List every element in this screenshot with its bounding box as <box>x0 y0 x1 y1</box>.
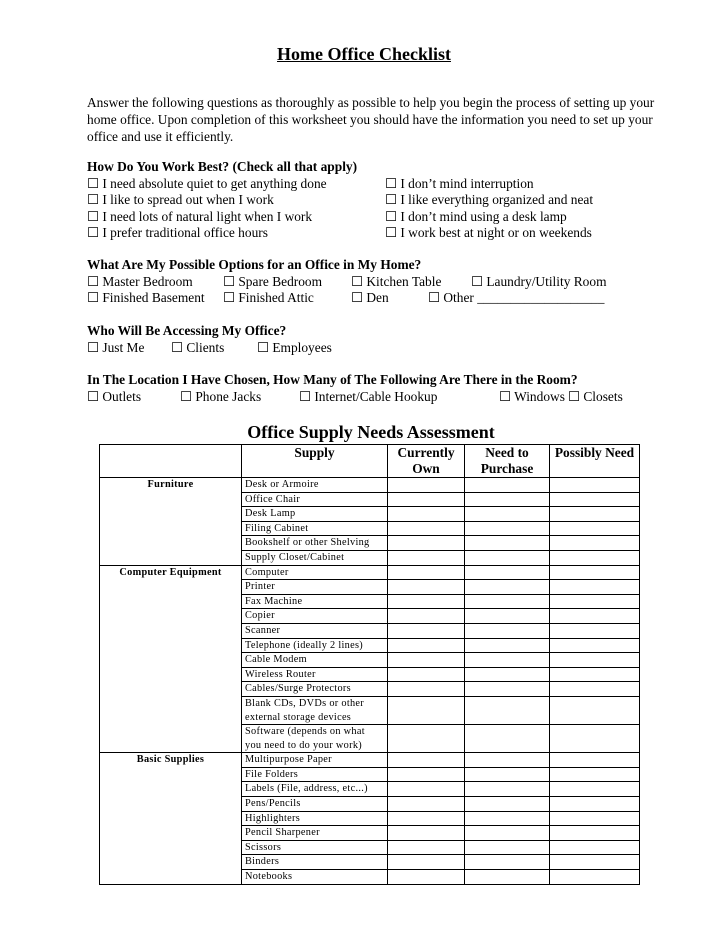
need-to-purchase-cell[interactable] <box>465 478 550 493</box>
possibly-need-cell[interactable] <box>550 609 640 624</box>
supply-item: Office Chair <box>242 492 388 507</box>
currently-own-cell[interactable] <box>388 782 465 797</box>
supply-item: Highlighters <box>242 811 388 826</box>
possibly-need-cell[interactable] <box>550 638 640 653</box>
need-to-purchase-cell[interactable] <box>465 725 550 753</box>
need-to-purchase-cell[interactable] <box>465 653 550 668</box>
currently-own-cell[interactable] <box>388 638 465 653</box>
category-label: Computer Equipment <box>100 565 242 580</box>
supply-item: Telephone (ideally 2 lines) <box>242 638 388 653</box>
currently-own-cell[interactable] <box>388 536 465 551</box>
table-row <box>100 609 640 624</box>
possibly-need-cell[interactable] <box>550 536 640 551</box>
possibly-need-cell[interactable] <box>550 550 640 565</box>
possibly-need-cell[interactable] <box>550 667 640 682</box>
work-option[interactable]: ☐ I like everything organized and neat <box>385 192 594 207</box>
currently-own-cell[interactable] <box>388 594 465 609</box>
category-cell <box>100 638 242 653</box>
office-option[interactable]: ☐ Kitchen Table <box>351 273 442 289</box>
category-cell <box>100 855 242 870</box>
currently-own-cell[interactable] <box>388 811 465 826</box>
access-section <box>87 323 332 356</box>
location-heading: In The Location I Have Chosen, How Many of The Following Are There in the Room? <box>87 372 578 387</box>
table-row <box>100 580 640 595</box>
supply-item: Scanner <box>242 623 388 638</box>
possibly-need-cell[interactable] <box>550 653 640 668</box>
table-row <box>100 682 640 697</box>
supply-item: Computer <box>242 565 388 580</box>
access-option[interactable]: ☐ Employees <box>257 339 332 355</box>
possibly-need-cell[interactable] <box>550 507 640 522</box>
location-section <box>87 372 623 405</box>
possibly-need-cell[interactable] <box>550 492 640 507</box>
table-row <box>100 696 640 724</box>
work-option[interactable]: ☐ I need absolute quiet to get anything done <box>87 175 327 191</box>
table-row <box>100 565 640 580</box>
work-option[interactable]: ☐ I prefer traditional office hours <box>87 225 268 240</box>
category-cell <box>100 725 242 753</box>
currently-own-cell[interactable] <box>388 609 465 624</box>
office-options-section <box>87 257 607 307</box>
access-heading: Who Will Be Accessing My Office? <box>87 323 287 338</box>
table-row <box>100 753 640 768</box>
supply-item: Desk Lamp <box>242 507 388 522</box>
location-option[interactable]: ☐ Internet/Cable Hookup <box>299 388 438 404</box>
office-option[interactable]: ☐ Master Bedroom <box>87 273 193 289</box>
location-option[interactable]: ☐ Outlets <box>87 388 142 404</box>
work-option[interactable]: ☐ I work best at night or on weekends <box>385 225 592 240</box>
currently-own-cell[interactable] <box>388 653 465 668</box>
category-cell <box>100 507 242 522</box>
work-option[interactable]: ☐ I don’t mind interruption <box>385 175 534 191</box>
office-option[interactable]: ☐ Finished Basement <box>87 290 205 305</box>
category-cell <box>100 826 242 841</box>
table-row <box>100 623 640 638</box>
table-row <box>100 667 640 682</box>
category-cell <box>100 521 242 536</box>
work-style-heading: How Do You Work Best? (Check all that apply) <box>87 159 358 174</box>
category-cell <box>100 609 242 624</box>
need-to-purchase-cell[interactable] <box>465 594 550 609</box>
header-cell: Possibly Need <box>550 445 640 478</box>
supply-item: Printer <box>242 580 388 595</box>
supply-item: Cables/Surge Protectors <box>242 682 388 697</box>
category-cell <box>100 870 242 885</box>
need-to-purchase-cell[interactable] <box>465 507 550 522</box>
possibly-need-cell[interactable] <box>550 797 640 812</box>
currently-own-cell[interactable] <box>388 855 465 870</box>
category-cell <box>100 536 242 551</box>
supply-item: Wireless Router <box>242 667 388 682</box>
possibly-need-cell[interactable] <box>550 840 640 855</box>
need-to-purchase-cell[interactable] <box>465 550 550 565</box>
office-option[interactable]: ☐ Laundry/Utility Room <box>471 273 607 289</box>
header-cell <box>100 445 242 478</box>
currently-own-cell[interactable] <box>388 550 465 565</box>
possibly-need-cell[interactable] <box>550 753 640 768</box>
table-row <box>100 638 640 653</box>
possibly-need-cell[interactable] <box>550 811 640 826</box>
need-to-purchase-cell[interactable] <box>465 767 550 782</box>
supply-item: Cable Modem <box>242 653 388 668</box>
category-cell <box>100 580 242 595</box>
currently-own-cell[interactable] <box>388 870 465 885</box>
need-to-purchase-cell[interactable] <box>465 870 550 885</box>
need-to-purchase-cell[interactable] <box>465 782 550 797</box>
assessment-title: Office Supply Needs Assessment <box>247 422 495 442</box>
category-cell <box>100 492 242 507</box>
supply-item: Supply Closet/Cabinet <box>242 550 388 565</box>
table-row <box>100 782 640 797</box>
table-row <box>100 811 640 826</box>
supply-item: Scissors <box>242 840 388 855</box>
need-to-purchase-cell[interactable] <box>465 753 550 768</box>
supply-item: Multipurpose Paper <box>242 753 388 768</box>
category-cell <box>100 550 242 565</box>
office-option[interactable]: ☐ Other ___________________ <box>428 290 605 305</box>
table-row <box>100 550 640 565</box>
category-cell <box>100 667 242 682</box>
table-row <box>100 521 640 536</box>
supply-item: Desk or Armoire <box>242 478 388 493</box>
currently-own-cell[interactable] <box>388 826 465 841</box>
supply-item: File Folders <box>242 767 388 782</box>
possibly-need-cell[interactable] <box>550 782 640 797</box>
need-to-purchase-cell[interactable] <box>465 667 550 682</box>
table-row <box>100 492 640 507</box>
need-to-purchase-cell[interactable] <box>465 565 550 580</box>
work-option[interactable]: ☐ I like to spread out when I work <box>87 192 274 207</box>
header-cell: Supply <box>242 445 388 478</box>
currently-own-cell[interactable] <box>388 767 465 782</box>
currently-own-cell[interactable] <box>388 478 465 493</box>
office-option[interactable]: ☐ Finished Attic <box>223 290 314 305</box>
need-to-purchase-cell[interactable] <box>465 696 550 724</box>
category-label: Basic Supplies <box>100 753 242 768</box>
currently-own-cell[interactable] <box>388 797 465 812</box>
need-to-purchase-cell[interactable] <box>465 840 550 855</box>
location-option[interactable]: ☐ Phone Jacks <box>180 388 262 404</box>
office-option[interactable]: ☐ Den <box>351 290 389 305</box>
supply-assessment-table <box>99 444 640 885</box>
currently-own-cell[interactable] <box>388 840 465 855</box>
need-to-purchase-cell[interactable] <box>465 521 550 536</box>
table-row <box>100 840 640 855</box>
currently-own-cell[interactable] <box>388 507 465 522</box>
need-to-purchase-cell[interactable] <box>465 580 550 595</box>
location-option[interactable]: ☐ Closets <box>568 388 623 404</box>
need-to-purchase-cell[interactable] <box>465 855 550 870</box>
office-options-heading: What Are My Possible Options for an Office in My Home? <box>87 257 422 272</box>
category-cell <box>100 782 242 797</box>
intro-paragraph: Answer the following questions as thoroughly as possible to help you begin the process of setting up your home office. Upon completion of this worksheet you should have the information you need to set up your office and use it efficiently. <box>87 95 655 144</box>
category-cell <box>100 767 242 782</box>
table-row <box>100 725 640 753</box>
table-row <box>100 507 640 522</box>
table-row <box>100 797 640 812</box>
possibly-need-cell[interactable] <box>550 565 640 580</box>
possibly-need-cell[interactable] <box>550 870 640 885</box>
office-option[interactable]: ☐ Spare Bedroom <box>223 273 323 289</box>
table-row <box>100 536 640 551</box>
possibly-need-cell[interactable] <box>550 623 640 638</box>
table-header-row <box>100 445 640 478</box>
currently-own-cell[interactable] <box>388 682 465 697</box>
currently-own-cell[interactable] <box>388 753 465 768</box>
possibly-need-cell[interactable] <box>550 696 640 724</box>
supply-item: Pencil Sharpener <box>242 826 388 841</box>
category-cell <box>100 594 242 609</box>
table-row <box>100 594 640 609</box>
category-cell <box>100 797 242 812</box>
currently-own-cell[interactable] <box>388 725 465 753</box>
currently-own-cell[interactable] <box>388 521 465 536</box>
category-cell <box>100 682 242 697</box>
currently-own-cell[interactable] <box>388 565 465 580</box>
possibly-need-cell[interactable] <box>550 855 640 870</box>
currently-own-cell[interactable] <box>388 623 465 638</box>
work-option[interactable]: ☐ I don’t mind using a desk lamp <box>385 208 567 224</box>
table-row <box>100 653 640 668</box>
supply-item: Notebooks <box>242 870 388 885</box>
table-row <box>100 870 640 885</box>
header-cell: Need to Purchase <box>465 445 550 478</box>
possibly-need-cell[interactable] <box>550 478 640 493</box>
work-option[interactable]: ☐ I need lots of natural light when I work <box>87 208 313 224</box>
need-to-purchase-cell[interactable] <box>465 811 550 826</box>
access-option[interactable]: ☐ Clients <box>171 339 225 355</box>
possibly-need-cell[interactable] <box>550 725 640 753</box>
currently-own-cell[interactable] <box>388 492 465 507</box>
possibly-need-cell[interactable] <box>550 826 640 841</box>
category-cell <box>100 696 242 724</box>
need-to-purchase-cell[interactable] <box>465 638 550 653</box>
table-row <box>100 826 640 841</box>
category-cell <box>100 811 242 826</box>
need-to-purchase-cell[interactable] <box>465 826 550 841</box>
need-to-purchase-cell[interactable] <box>465 797 550 812</box>
supply-item: Labels (File, address, etc...) <box>242 782 388 797</box>
location-option[interactable]: ☐ Windows <box>499 388 565 404</box>
supply-item: Filing Cabinet <box>242 521 388 536</box>
work-style-section <box>87 159 594 242</box>
possibly-need-cell[interactable] <box>550 767 640 782</box>
supply-item: Fax Machine <box>242 594 388 609</box>
table-row <box>100 478 640 493</box>
possibly-need-cell[interactable] <box>550 580 640 595</box>
category-label: Furniture <box>100 478 242 493</box>
currently-own-cell[interactable] <box>388 696 465 724</box>
page-title: Home Office Checklist <box>277 44 451 64</box>
supply-item: Copier <box>242 609 388 624</box>
header-cell: Currently Own <box>388 445 465 478</box>
supply-item: Blank CDs, DVDs or other external storage devices <box>242 696 388 724</box>
category-cell <box>100 653 242 668</box>
need-to-purchase-cell[interactable] <box>465 682 550 697</box>
need-to-purchase-cell[interactable] <box>465 623 550 638</box>
category-cell <box>100 840 242 855</box>
possibly-need-cell[interactable] <box>550 682 640 697</box>
need-to-purchase-cell[interactable] <box>465 536 550 551</box>
possibly-need-cell[interactable] <box>550 521 640 536</box>
supply-item: Pens/Pencils <box>242 797 388 812</box>
category-cell <box>100 623 242 638</box>
possibly-need-cell[interactable] <box>550 594 640 609</box>
currently-own-cell[interactable] <box>388 580 465 595</box>
table-row <box>100 767 640 782</box>
access-option[interactable]: ☐ Just Me <box>87 339 145 355</box>
need-to-purchase-cell[interactable] <box>465 492 550 507</box>
table-row <box>100 855 640 870</box>
supply-item: Software (depends on what you need to do your work) <box>242 725 388 753</box>
supply-item: Binders <box>242 855 388 870</box>
supply-item: Bookshelf or other Shelving <box>242 536 388 551</box>
currently-own-cell[interactable] <box>388 667 465 682</box>
need-to-purchase-cell[interactable] <box>465 609 550 624</box>
